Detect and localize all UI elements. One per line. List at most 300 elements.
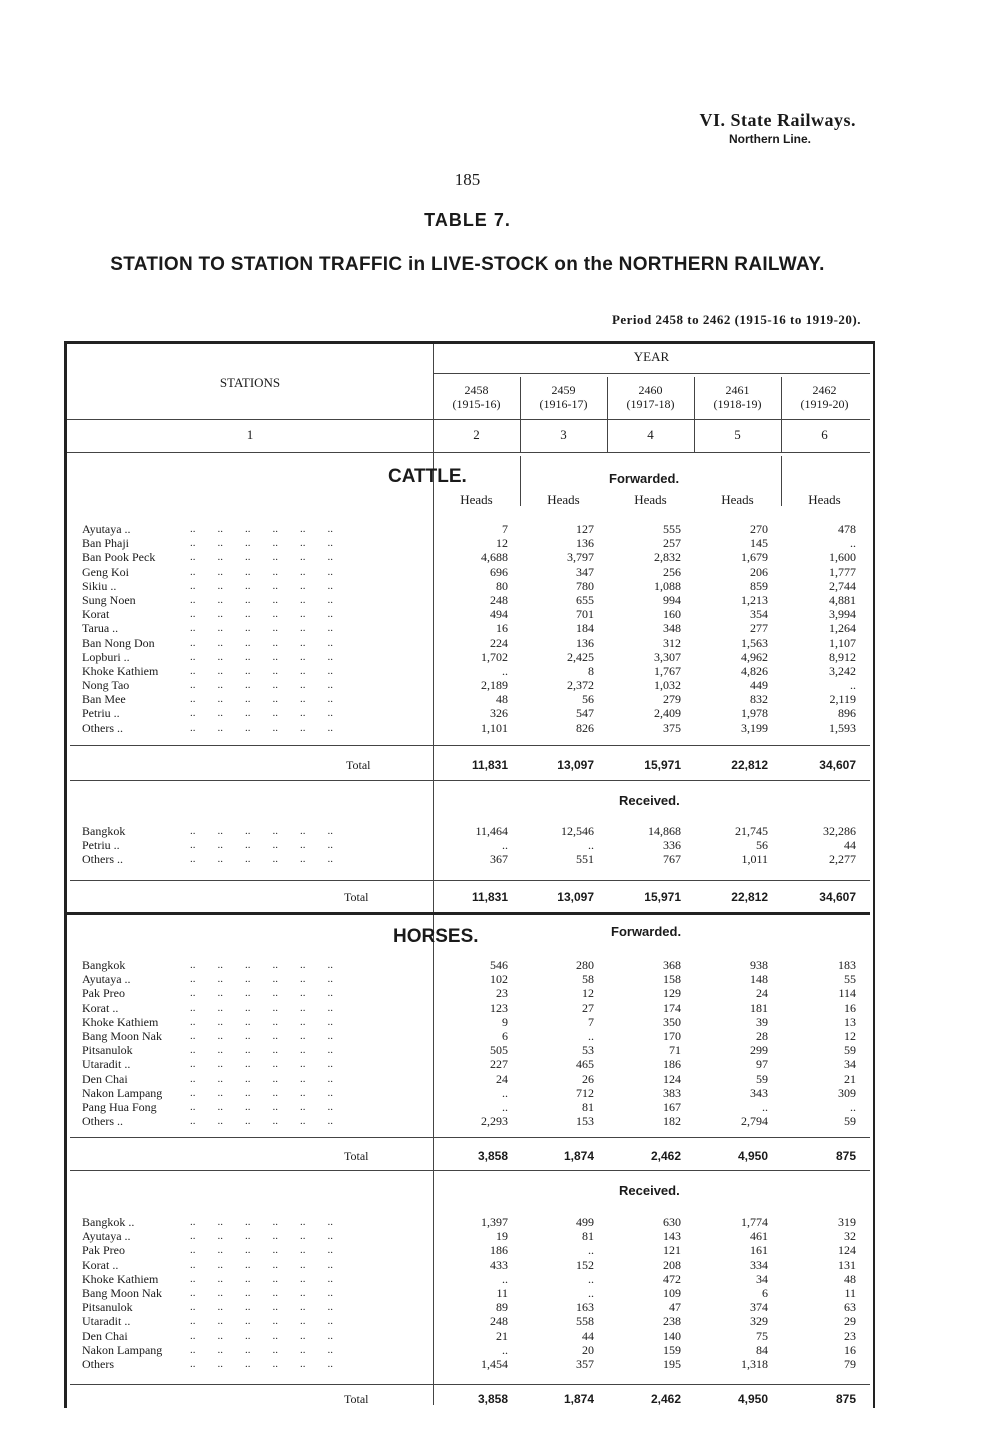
station-name: Pak Preo (82, 986, 125, 1001)
value-cell: .. (588, 838, 594, 853)
value-column (607, 958, 681, 1128)
cattle-received-stations (82, 824, 125, 867)
value-cell: 256 (663, 564, 681, 579)
header-rule (67, 419, 870, 420)
value-cell: 238 (663, 1314, 681, 1329)
leader-dots-row: .. .. .. .. .. .. (190, 622, 333, 635)
value-cell: 16 (844, 1000, 856, 1015)
value-cell: 161 (750, 1243, 768, 1258)
value-cell: 1,318 (741, 1356, 768, 1371)
leader-dots-row: .. .. .. .. .. .. (190, 1286, 333, 1299)
value-cell: 89 (496, 1300, 508, 1315)
value-cell: 167 (663, 1099, 681, 1114)
column-number: 3 (560, 427, 567, 442)
value-cell: 195 (663, 1356, 681, 1371)
value-cell: 158 (663, 972, 681, 987)
value-cell: 148 (750, 972, 768, 987)
cattle-fwd-end-rule (70, 780, 870, 781)
value-cell: 1,767 (654, 663, 681, 678)
total-value: 15,971 (644, 890, 681, 904)
station-name: Bang Moon Nak (82, 1028, 162, 1043)
value-cell: .. (502, 1099, 508, 1114)
total-value: 4,950 (737, 1149, 768, 1163)
value-cell: 53 (582, 1043, 594, 1058)
value-cell: 319 (838, 1215, 856, 1229)
value-cell: 136 (576, 635, 594, 650)
value-cell: 58 (582, 972, 594, 987)
leader-dots (190, 824, 333, 867)
station-name: Den Chai (82, 1071, 128, 1086)
station-name: Lopburi .. (82, 649, 130, 664)
value-cell: 505 (490, 1043, 508, 1058)
value-cell: 4,881 (829, 592, 856, 607)
leader-dots-row: .. .. .. .. .. .. (190, 693, 333, 706)
value-cell: 826 (576, 720, 594, 735)
station-name: Ayutaya .. (82, 522, 131, 536)
year-rule (433, 373, 870, 374)
station-name: Utaradit .. (82, 1057, 131, 1072)
value-cell: 59 (844, 1114, 856, 1129)
value-cell: 56 (582, 692, 594, 707)
cattle-rec-total-rule (70, 880, 870, 881)
value-cell: 145 (750, 536, 768, 551)
value-column (694, 1215, 768, 1371)
station-name: Khoke Kathiem (82, 1014, 159, 1029)
value-cell: 208 (663, 1257, 681, 1272)
station-name: Geng Koi (82, 564, 129, 579)
value-cell: 159 (663, 1342, 681, 1357)
value-cell: 299 (750, 1043, 768, 1058)
station-name: Khoke Kathiem (82, 663, 159, 678)
value-cell: 343 (750, 1085, 768, 1100)
value-cell: 478 (838, 522, 856, 536)
page-number: 185 (454, 170, 481, 189)
leader-dots-row: .. .. .. .. .. .. (190, 1343, 333, 1356)
line-subtitle: Northern Line. (728, 132, 811, 146)
value-cell: 270 (750, 522, 768, 536)
value-cell: 11,464 (475, 824, 508, 838)
value-cell: 2,832 (654, 550, 681, 565)
value-cell: 701 (576, 607, 594, 622)
value-cell: 2,293 (481, 1114, 508, 1129)
leader-dots-row: .. .. .. .. .. .. (190, 973, 333, 986)
value-cell: 630 (663, 1215, 681, 1229)
value-cell: 357 (576, 1356, 594, 1371)
value-cell: 994 (663, 592, 681, 607)
value-cell: 186 (490, 1243, 508, 1258)
value-cell: 551 (576, 852, 594, 867)
leader-dots-row: .. .. .. .. .. .. (190, 1329, 333, 1342)
leader-dots-row: .. .. .. .. .. .. (190, 1272, 333, 1285)
value-cell: 832 (750, 692, 768, 707)
value-cell: 494 (490, 607, 508, 622)
value-cell: 859 (750, 578, 768, 593)
value-cell: 4,826 (741, 663, 768, 678)
station-name: Utaradit .. (82, 1314, 131, 1329)
value-cell: .. (588, 1028, 594, 1043)
value-cell: 277 (750, 621, 768, 636)
leader-dots-row: .. .. .. .. .. .. (190, 1015, 333, 1028)
value-cell: 84 (756, 1342, 768, 1357)
cattle-end-rule (67, 912, 870, 915)
value-cell: 174 (663, 1000, 681, 1015)
value-cell: 183 (838, 958, 856, 972)
station-name: Others .. (82, 1114, 123, 1129)
station-name: Bangkok .. (82, 1215, 135, 1229)
value-cell: 767 (663, 852, 681, 867)
value-column (781, 1215, 856, 1371)
value-cell: .. (850, 1099, 856, 1114)
total-value: 1,874 (563, 1149, 594, 1163)
value-cell: 27 (582, 1000, 594, 1015)
value-cell: 461 (750, 1229, 768, 1244)
total-value: 11,831 (471, 890, 508, 904)
station-name: Ban Nong Don (82, 635, 155, 650)
value-cell: 55 (844, 972, 856, 987)
station-name: Korat (82, 607, 110, 622)
value-cell: 1,593 (829, 720, 856, 735)
value-column (433, 522, 508, 735)
value-cell: .. (502, 1271, 508, 1286)
value-cell: 383 (663, 1085, 681, 1100)
total-value: 875 (835, 1392, 856, 1406)
year-column-header: 2458 (1915-16) (452, 383, 501, 411)
value-cell: 465 (576, 1057, 594, 1072)
value-cell: 48 (844, 1271, 856, 1286)
value-cell: 8,912 (829, 649, 856, 664)
value-cell: 1,454 (481, 1356, 508, 1371)
unit-label: Heads (460, 492, 493, 507)
value-cell: 127 (576, 522, 594, 536)
value-cell: 1,774 (741, 1215, 768, 1229)
value-cell: 2,409 (654, 706, 681, 721)
value-cell: 129 (663, 986, 681, 1001)
station-name: Sikiu .. (82, 578, 117, 593)
leader-dots-row: .. .. .. .. .. .. (190, 721, 333, 734)
station-name: Bangkok (82, 824, 126, 838)
value-cell: 47 (669, 1300, 681, 1315)
value-cell: 472 (663, 1271, 681, 1286)
value-cell: 163 (576, 1300, 594, 1315)
station-name: Den Chai (82, 1328, 128, 1343)
leader-dots-row: .. .. .. .. .. .. (190, 664, 333, 677)
leader-dots-row: .. .. .. .. .. .. (190, 579, 333, 592)
value-cell: .. (502, 1342, 508, 1357)
leader-dots-row: .. .. .. .. .. .. (190, 551, 333, 564)
station-name: Ban Phaji (82, 536, 129, 551)
leader-dots-row: .. .. .. .. .. .. (190, 959, 333, 971)
station-name: Petriu .. (82, 838, 120, 853)
total-value: 3,858 (477, 1149, 508, 1163)
value-column (433, 824, 508, 867)
value-cell: 19 (496, 1229, 508, 1244)
value-cell: 374 (750, 1300, 768, 1315)
value-cell: 16 (844, 1342, 856, 1357)
year-column-header: 2462 (1919-20) (800, 383, 849, 411)
horses-fwd-end-rule (70, 1170, 870, 1171)
value-column (781, 824, 856, 867)
leader-dots-row: .. .. .. .. .. .. (190, 839, 333, 852)
leader-dots-row: .. .. .. .. .. .. (190, 707, 333, 720)
value-cell: .. (762, 1099, 768, 1114)
value-cell: 334 (750, 1257, 768, 1272)
value-cell: 433 (490, 1257, 508, 1272)
value-cell: 546 (490, 958, 508, 972)
value-cell: 11 (496, 1285, 508, 1300)
value-cell: 12 (582, 986, 594, 1001)
value-cell: 312 (663, 635, 681, 650)
value-cell: 63 (844, 1300, 856, 1315)
value-cell: 2,189 (481, 678, 508, 693)
value-cell: 1,107 (829, 635, 856, 650)
value-column (433, 1215, 508, 1371)
value-cell: 1,213 (741, 592, 768, 607)
period-label: Period 2458 to 2462 (1915-16 to 1919-20). (611, 312, 861, 327)
year-header: YEAR (633, 349, 670, 364)
value-cell: .. (502, 1085, 508, 1100)
value-cell: 1,397 (481, 1215, 508, 1229)
value-cell: 123 (490, 1000, 508, 1015)
value-cell: 71 (669, 1043, 681, 1058)
value-cell: 7 (588, 1014, 594, 1029)
value-cell: 131 (838, 1257, 856, 1272)
value-cell: 696 (490, 564, 508, 579)
horses-title: HORSES. (393, 926, 479, 947)
leader-dots-row: .. .. .. .. .. .. (190, 650, 333, 663)
value-cell: 79 (844, 1356, 856, 1371)
unit-label: Heads (547, 492, 580, 507)
value-cell: 354 (750, 607, 768, 622)
value-cell: 329 (750, 1314, 768, 1329)
value-cell: 12 (496, 536, 508, 551)
value-cell: 7 (502, 522, 508, 536)
leader-dots-row: .. .. .. .. .. .. (190, 608, 333, 621)
total-value: 3,858 (477, 1392, 508, 1406)
value-cell: 48 (496, 692, 508, 707)
value-cell: 4,688 (481, 550, 508, 565)
value-cell: 59 (844, 1043, 856, 1058)
station-name: Ban Pook Peck (82, 550, 156, 565)
unit-label: Heads (808, 492, 841, 507)
value-cell: 56 (756, 838, 768, 853)
value-cell: 14,868 (648, 824, 681, 838)
leader-dots-row: .. .. .. .. .. .. (190, 523, 333, 535)
value-cell: 555 (663, 522, 681, 536)
value-cell: 13 (844, 1014, 856, 1029)
cattle-forwarded-stations (82, 522, 158, 735)
value-cell: 12,546 (561, 824, 594, 838)
value-cell: 2,277 (829, 852, 856, 867)
leader-dots-row: .. .. .. .. .. .. (190, 1100, 333, 1113)
value-column (607, 824, 681, 867)
station-name: Nakon Lampang (82, 1085, 163, 1100)
value-cell: 206 (750, 564, 768, 579)
unit-label: Heads (634, 492, 667, 507)
leader-dots-row: .. .. .. .. .. .. (190, 1315, 333, 1328)
value-cell: 309 (838, 1085, 856, 1100)
value-cell: 124 (838, 1243, 856, 1258)
cattle-received-label: Received. (619, 793, 680, 808)
value-cell: 152 (576, 1257, 594, 1272)
value-cell: 279 (663, 692, 681, 707)
station-name: Others .. (82, 852, 123, 867)
value-cell: 780 (576, 578, 594, 593)
value-cell: 449 (750, 678, 768, 693)
leader-dots-row: .. .. .. .. .. .. (190, 1001, 333, 1014)
value-cell: 39 (756, 1014, 768, 1029)
value-cell: 3,797 (567, 550, 594, 565)
leader-dots-row: .. .. .. .. .. .. (190, 1357, 333, 1370)
total-value: 34,607 (819, 758, 856, 772)
leader-dots (190, 522, 333, 735)
value-cell: 34 (844, 1057, 856, 1072)
value-cell: 109 (663, 1285, 681, 1300)
value-cell: 186 (663, 1057, 681, 1072)
station-name: Others .. (82, 720, 123, 735)
leader-dots-row: .. .. .. .. .. .. (190, 853, 333, 866)
value-cell: 24 (756, 986, 768, 1001)
station-name: Bang Moon Nak (82, 1285, 162, 1300)
value-cell: 3,307 (654, 649, 681, 664)
value-cell: .. (588, 1285, 594, 1300)
value-column (520, 958, 594, 1128)
station-name: Sung Noen (82, 592, 136, 607)
value-cell: .. (588, 1243, 594, 1258)
leader-dots-row: .. .. .. .. .. .. (190, 1216, 333, 1228)
value-column (520, 824, 594, 867)
total-value: 4,950 (737, 1392, 768, 1406)
station-name: Pitsanulok (82, 1043, 133, 1058)
value-cell: .. (502, 838, 508, 853)
value-cell: 248 (490, 592, 508, 607)
value-cell: 182 (663, 1114, 681, 1129)
leader-dots-row: .. .. .. .. .. .. (190, 1115, 333, 1128)
leader-dots (190, 958, 333, 1128)
column-number: 4 (647, 427, 654, 442)
value-cell: 181 (750, 1000, 768, 1015)
station-name: Khoke Kathiem (82, 1271, 159, 1286)
value-cell: 224 (490, 635, 508, 650)
value-cell: 34 (756, 1271, 768, 1286)
total-value: 15,971 (644, 758, 681, 772)
horses-received-stations (82, 1215, 162, 1371)
total-value: 2,462 (650, 1149, 681, 1163)
leader-dots-row: .. .. .. .. .. .. (190, 825, 333, 837)
leader-dots-row: .. .. .. .. .. .. (190, 1086, 333, 1099)
value-cell: 184 (576, 621, 594, 636)
value-column (781, 522, 856, 735)
leader-dots-row: .. .. .. .. .. .. (190, 1301, 333, 1314)
value-cell: 6 (502, 1028, 508, 1043)
cattle-fwd-total-rule (70, 745, 870, 746)
value-cell: 2,372 (567, 678, 594, 693)
value-cell: 1,600 (829, 550, 856, 565)
colno-rule (67, 452, 870, 453)
value-cell: 1,101 (481, 720, 508, 735)
table-number: TABLE 7. (424, 210, 511, 230)
horses-forwarded-stations (82, 958, 162, 1128)
value-column (520, 1215, 594, 1371)
cattle-title: CATTLE. (388, 466, 467, 487)
value-cell: 1,011 (741, 852, 768, 867)
value-cell: 1,679 (741, 550, 768, 565)
year-column-header: 2459 (1916-17) (539, 383, 588, 411)
total-value: 13,097 (557, 758, 594, 772)
value-cell: 4,962 (741, 649, 768, 664)
value-cell: 81 (582, 1099, 594, 1114)
value-cell: 81 (582, 1229, 594, 1244)
value-cell: 97 (756, 1057, 768, 1072)
total-value: 2,462 (650, 1392, 681, 1406)
value-cell: 547 (576, 706, 594, 721)
station-name: Korat .. (82, 1000, 119, 1015)
total-value: 34,607 (819, 890, 856, 904)
value-cell: 938 (750, 958, 768, 972)
value-column (781, 958, 856, 1128)
leader-dots-row: .. .. .. .. .. .. (190, 636, 333, 649)
leader-dots-row: .. .. .. .. .. .. (190, 1044, 333, 1057)
value-cell: 9 (502, 1014, 508, 1029)
value-cell: 44 (844, 838, 856, 853)
value-cell: 21 (844, 1071, 856, 1086)
leader-dots-row: .. .. .. .. .. .. (190, 679, 333, 692)
value-cell: 136 (576, 536, 594, 551)
value-cell: 26 (582, 1071, 594, 1086)
station-name: Ayutaya .. (82, 972, 131, 987)
value-cell: 16 (496, 621, 508, 636)
value-cell: 257 (663, 536, 681, 551)
station-name: Ayutaya .. (82, 1229, 131, 1244)
value-column (607, 522, 681, 735)
stations-header: STATIONS (219, 375, 281, 390)
column-number: 1 (246, 427, 254, 442)
leader-dots-row: .. .. .. .. .. .. (190, 1029, 333, 1042)
leader-dots-row: .. .. .. .. .. .. (190, 537, 333, 550)
leader-dots-row: .. .. .. .. .. .. (190, 1058, 333, 1071)
value-cell: 32 (844, 1229, 856, 1244)
value-cell: 227 (490, 1057, 508, 1072)
value-cell: 28 (756, 1028, 768, 1043)
value-cell: 102 (490, 972, 508, 987)
value-cell: 6 (762, 1285, 768, 1300)
station-name: Pang Hua Fong (82, 1099, 157, 1114)
station-name: Taruа .. (82, 621, 119, 636)
value-cell: 1,032 (654, 678, 681, 693)
value-cell: 21 (496, 1328, 508, 1343)
value-cell: 44 (582, 1328, 594, 1343)
value-column (520, 522, 594, 735)
value-cell: 153 (576, 1114, 594, 1129)
value-cell: 280 (576, 958, 594, 972)
station-name: Ban Mee (82, 692, 126, 707)
value-cell: 114 (838, 986, 856, 1001)
value-cell: 2,794 (741, 1114, 768, 1129)
leader-dots (190, 1215, 333, 1371)
total-label: Total (344, 890, 369, 904)
value-cell: 11 (844, 1285, 856, 1300)
value-cell: 1,088 (654, 578, 681, 593)
value-cell: 32,286 (823, 824, 856, 838)
value-cell: 23 (496, 986, 508, 1001)
section-title: VI. State Railways. (699, 110, 856, 130)
station-name: Pitsanulok (82, 1300, 133, 1315)
leader-dots-row: .. .. .. .. .. .. (190, 593, 333, 606)
value-cell: 170 (663, 1028, 681, 1043)
value-cell: 2,744 (829, 578, 856, 593)
station-name: Others (82, 1356, 114, 1371)
leader-dots-row: .. .. .. .. .. .. (190, 1244, 333, 1257)
total-label: Total (346, 758, 371, 772)
